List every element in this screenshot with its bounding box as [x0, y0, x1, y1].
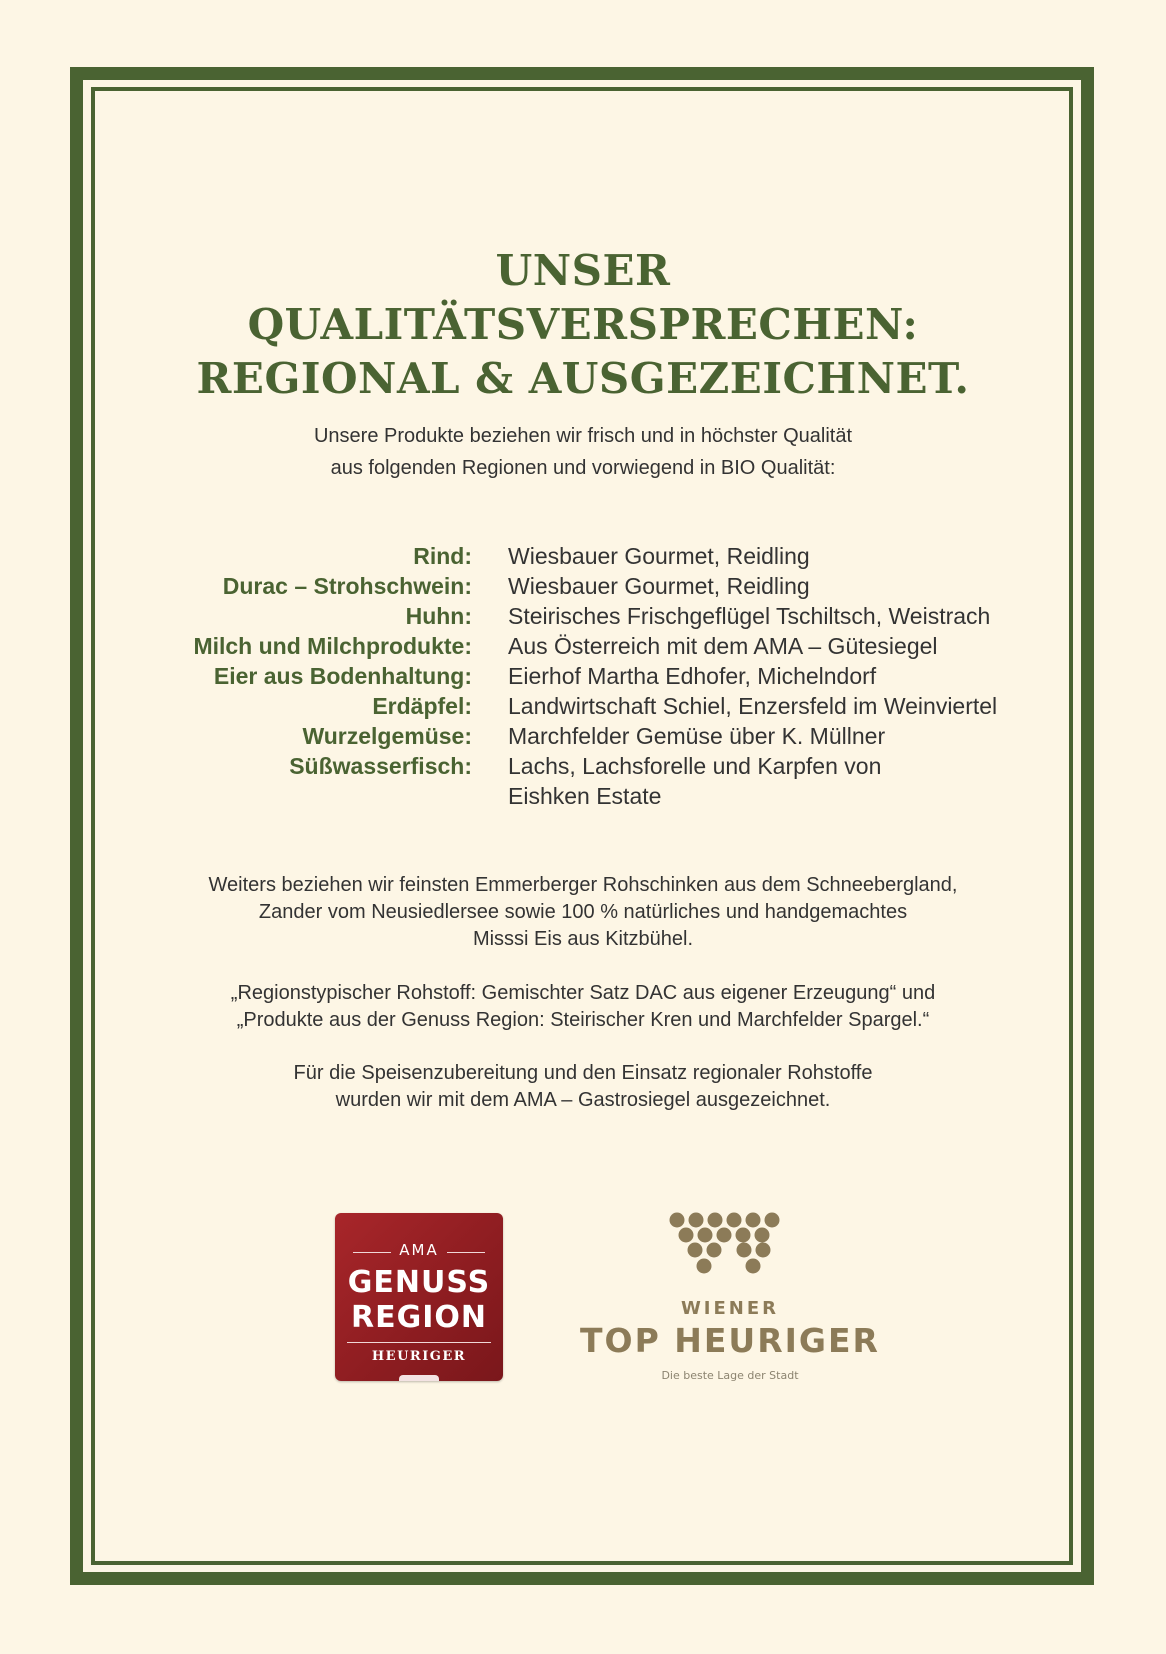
sources-list [150, 541, 1050, 811]
logo-wiener-text: WIENER [680, 1298, 780, 1319]
quote-line-1: „Regionstypischer Rohstoff: Gemischter Satz DAC aus eigener Erzeugung“ und [230, 982, 936, 1004]
source-row-erdaepfel [150, 691, 1050, 721]
intro-line-2: aus folgenden Regionen und vorwiegend in BIO Qualität: [330, 457, 836, 479]
source-label: Wurzelgemüse: [302, 723, 472, 749]
logo-heuriger-text: HEURIGER [371, 1349, 467, 1364]
ama-genuss-region-logo [335, 1213, 503, 1381]
source-value: Lachs, Lachsforelle und Karpfen von [508, 753, 882, 779]
source-value-continued: Eishken Estate [508, 783, 662, 809]
source-row-rind [150, 541, 1050, 571]
logo-region-text: REGION [351, 1300, 487, 1335]
page-title [120, 244, 1046, 406]
logo-top-heuriger-text: TOP HEURIGER [580, 1321, 880, 1360]
source-row-eier [150, 661, 1050, 691]
quote-paragraph [120, 980, 1046, 1034]
source-label: Eier aus Bodenhaltung: [213, 663, 472, 689]
further-line-3: Misssi Eis aus Kitzbühel. [472, 928, 694, 950]
award-paragraph [120, 1060, 1046, 1114]
title-line-2: QUALITÄTSVERSPRECHEN: [247, 300, 919, 349]
logo-tab [399, 1375, 439, 1381]
source-row-wurzelgemuese [150, 721, 1050, 751]
source-label: Erdäpfel: [372, 693, 472, 719]
source-label: Rind: [413, 543, 472, 569]
title-line-1: UNSER [495, 246, 671, 295]
award-line-1: Für die Speisenzubereitung und den Einsatz regionaler Rohstoffe [293, 1062, 873, 1084]
further-products-paragraph [120, 872, 1046, 953]
source-row-milch [150, 631, 1050, 661]
source-row-strohschwein [150, 571, 1050, 601]
grape-dots-icon [575, 1210, 885, 1280]
title-line-3: REGIONAL & AUSGEZEICHNET. [196, 354, 970, 403]
source-value: Wiesbauer Gourmet, Reidling [508, 573, 810, 599]
logo-rule-bottom [347, 1342, 491, 1343]
source-value: Landwirtschaft Schiel, Enzersfeld im Weinviertel [508, 693, 998, 719]
source-row-huhn [150, 601, 1050, 631]
logo-ama-text: AMA [399, 1241, 439, 1259]
source-value: Wiesbauer Gourmet, Reidling [508, 543, 810, 569]
quote-line-2: „Produkte aus der Genuss Region: Steirischer Kren und Marchfelder Spargel.“ [236, 1009, 930, 1031]
source-value: Eierhof Martha Edhofer, Michelndorf [508, 663, 877, 689]
source-label: Huhn: [405, 603, 472, 629]
logo-tagline: Die beste Lage der Stadt [661, 1369, 799, 1382]
source-value: Aus Österreich mit dem AMA – Gütesiegel [508, 633, 938, 659]
source-row-suesswasserfisch [150, 751, 1050, 781]
further-line-1: Weiters beziehen wir feinsten Emmerberger Rohschinken aus dem Schneebergland, [208, 874, 958, 896]
source-value: Marchfelder Gemüse über K. Müllner [508, 723, 886, 749]
further-line-2: Zander vom Neusiedlersee sowie 100 % natürliches und handgemachtes [258, 901, 908, 923]
source-label: Süßwasserfisch: [289, 753, 472, 779]
source-label: Milch und Milchprodukte: [193, 633, 472, 659]
logo-genuss-text: GENUSS [347, 1265, 491, 1300]
intro-paragraph [200, 420, 966, 484]
source-label: Durac – Strohschwein: [222, 573, 472, 599]
wiener-top-heuriger-logo [575, 1210, 885, 1390]
source-row-suesswasserfisch-cont [150, 781, 1050, 811]
intro-line-1: Unsere Produkte beziehen wir frisch und in höchster Qualität [313, 425, 853, 447]
award-line-2: wurden wir mit dem AMA – Gastrosiegel ausgezeichnet. [335, 1089, 831, 1111]
source-value: Steirisches Frischgeflügel Tschiltsch, Weistrach [508, 603, 991, 629]
